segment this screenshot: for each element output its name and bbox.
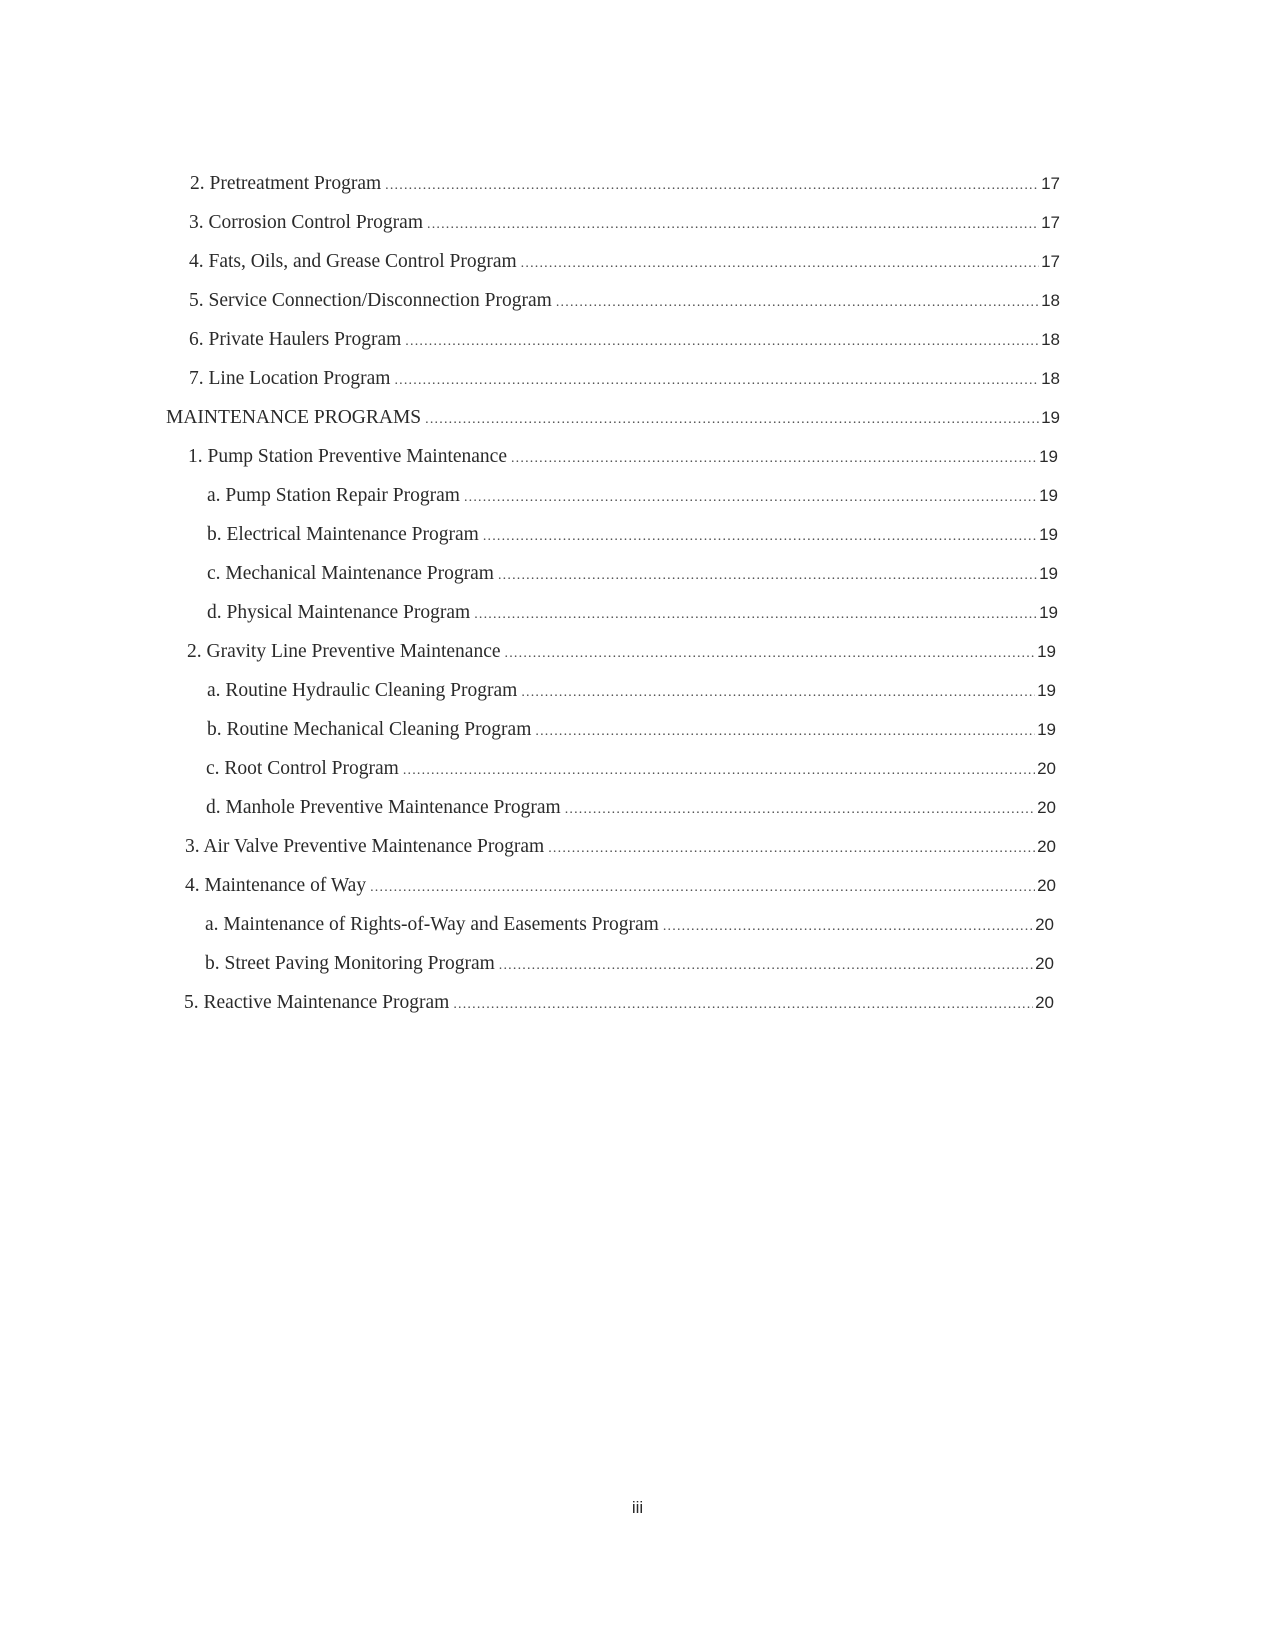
toc-entry[interactable]: [190, 170, 1060, 198]
toc-dot-leader: [427, 211, 1039, 237]
toc-entry[interactable]: [189, 326, 1060, 354]
toc-dot-leader: [453, 991, 1033, 1017]
toc-entry-page: 19: [1039, 447, 1058, 466]
toc-dot-leader: [405, 328, 1039, 354]
toc-entry-page: 18: [1041, 330, 1060, 349]
toc-entry-label: a. Pump Station Repair Program: [207, 485, 460, 506]
toc-entry-label: d. Manhole Preventive Maintenance Program: [206, 797, 561, 818]
toc-entry-page: 19: [1039, 603, 1058, 622]
toc-entry-page: 18: [1041, 291, 1060, 310]
toc-entry-page: 17: [1041, 252, 1060, 271]
toc-dot-leader: [521, 250, 1039, 276]
toc-dot-leader: [385, 172, 1039, 198]
toc-dot-leader: [535, 718, 1035, 744]
toc-entry-page: 20: [1037, 798, 1056, 817]
toc-entry-label: 2. Pretreatment Program: [190, 173, 382, 194]
toc-subentry[interactable]: [206, 755, 1056, 783]
toc-subentry[interactable]: [207, 677, 1056, 705]
toc-entry[interactable]: [189, 287, 1060, 315]
toc-entry-page: 19: [1039, 525, 1058, 544]
toc-subentry[interactable]: [207, 521, 1058, 549]
toc-entry-label: 2. Gravity Line Preventive Maintenance: [187, 641, 501, 662]
toc-dot-leader: [521, 679, 1035, 705]
toc-subentry[interactable]: [207, 560, 1058, 588]
toc-entry-page: 20: [1035, 954, 1054, 973]
toc-entry-label: d. Physical Maintenance Program: [207, 602, 471, 623]
toc-entry-label: 7. Line Location Program: [189, 368, 391, 389]
toc-subentry[interactable]: [207, 599, 1058, 627]
toc-dot-leader: [403, 757, 1035, 783]
toc-subentry[interactable]: [205, 950, 1054, 978]
toc-entry[interactable]: [189, 209, 1060, 237]
toc-dot-leader: [394, 367, 1039, 393]
toc-entry-label: b. Routine Mechanical Cleaning Program: [207, 719, 532, 740]
toc-section-heading[interactable]: [166, 404, 1060, 432]
toc-entry-label: c. Mechanical Maintenance Program: [207, 563, 494, 584]
toc-dot-leader: [505, 640, 1036, 666]
toc-entry-page: 19: [1041, 408, 1060, 427]
toc-entry-label: 3. Air Valve Preventive Maintenance Program: [185, 836, 545, 857]
toc-entry-label: 3. Corrosion Control Program: [189, 212, 423, 233]
toc-dot-leader: [474, 601, 1037, 627]
toc-dot-leader: [499, 952, 1033, 978]
toc-entry-page: 19: [1037, 681, 1056, 700]
toc-entry-page: 18: [1041, 369, 1060, 388]
toc-subentry[interactable]: [206, 794, 1056, 822]
toc-entry-label: a. Maintenance of Rights-of-Way and Easements Program: [205, 914, 659, 935]
toc-entry-page: 20: [1037, 876, 1056, 895]
toc-entry[interactable]: [187, 638, 1056, 666]
toc-dot-leader: [511, 445, 1037, 471]
page-number: iii: [631, 1498, 644, 1517]
toc-entry-label: c. Root Control Program: [206, 758, 399, 779]
toc-entry-page: 17: [1041, 213, 1060, 232]
toc-dot-leader: [425, 406, 1039, 432]
toc-entry[interactable]: [185, 833, 1056, 861]
toc-entry-label: 5. Service Connection/Disconnection Program: [189, 290, 552, 311]
toc-entry-label: 4. Fats, Oils, and Grease Control Program: [189, 251, 517, 272]
toc-entry-label: b. Street Paving Monitoring Program: [205, 953, 495, 974]
toc-entry-label: MAINTENANCE PROGRAMS: [166, 407, 422, 428]
toc-dot-leader: [483, 523, 1037, 549]
toc-entry-page: 20: [1035, 993, 1054, 1012]
toc-subentry[interactable]: [207, 716, 1056, 744]
toc-entry-page: 19: [1037, 720, 1056, 739]
toc-dot-leader: [464, 484, 1037, 510]
toc-entry[interactable]: [189, 365, 1060, 393]
toc-subentry[interactable]: [207, 482, 1058, 510]
toc-entry-page: 20: [1035, 915, 1054, 934]
toc-entry-label: a. Routine Hydraulic Cleaning Program: [207, 680, 518, 701]
toc-entry-page: 19: [1039, 486, 1058, 505]
toc-entry[interactable]: [189, 248, 1060, 276]
toc-entry-label: 6. Private Haulers Program: [189, 329, 402, 350]
toc-entry-label: 4. Maintenance of Way: [185, 875, 367, 896]
toc-entry[interactable]: [188, 443, 1058, 471]
toc-dot-leader: [663, 913, 1033, 939]
toc-dot-leader: [370, 874, 1035, 900]
toc-entry-label: b. Electrical Maintenance Program: [207, 524, 479, 545]
toc-entry-page: 20: [1037, 837, 1056, 856]
toc-dot-leader: [565, 796, 1035, 822]
toc-dot-leader: [498, 562, 1037, 588]
toc-entry-page: 20: [1037, 759, 1056, 778]
toc-entry-page: 19: [1039, 564, 1058, 583]
toc-dot-leader: [548, 835, 1035, 861]
toc-entry-label: 5. Reactive Maintenance Program: [184, 992, 450, 1013]
toc-entry-label: 1. Pump Station Preventive Maintenance: [188, 446, 507, 467]
toc-entry-page: 19: [1037, 642, 1056, 661]
toc-dot-leader: [556, 289, 1039, 315]
toc-entry[interactable]: [185, 872, 1056, 900]
toc-entry[interactable]: [184, 989, 1054, 1017]
toc-subentry[interactable]: [205, 911, 1054, 939]
toc-entry-page: 17: [1041, 174, 1060, 193]
